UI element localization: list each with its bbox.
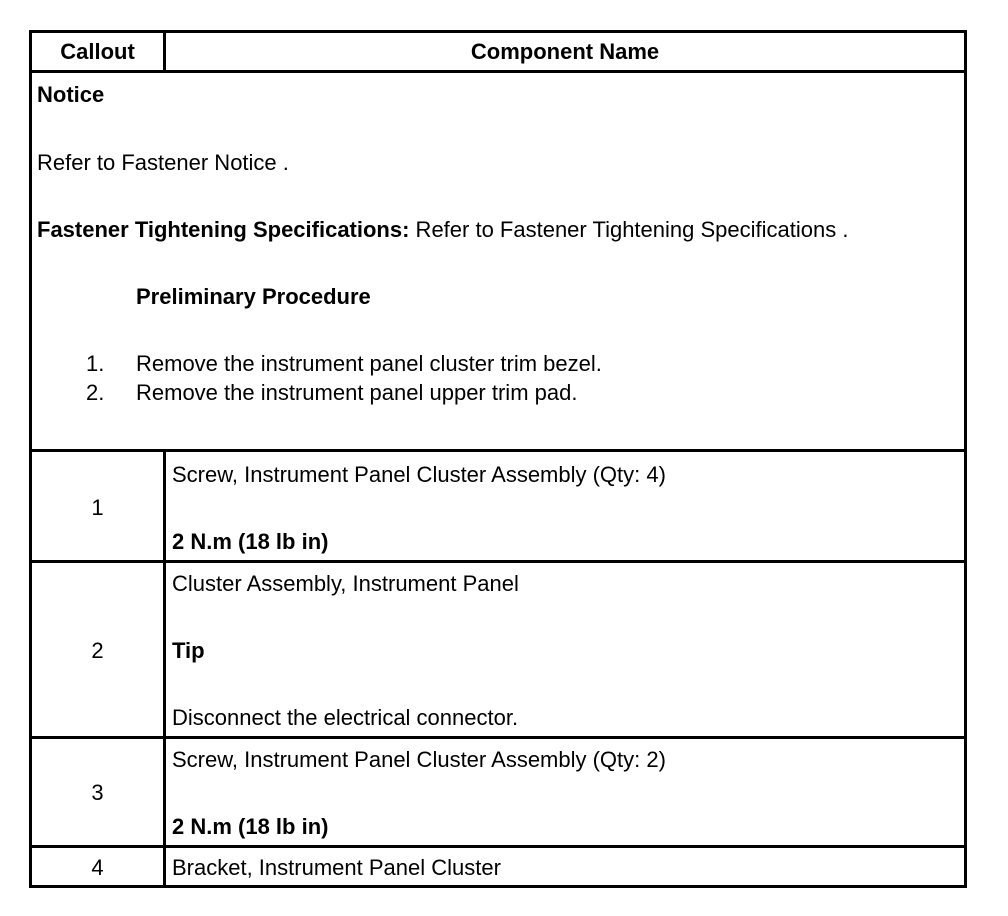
callout-number: 4 [91,855,104,880]
row-divider [32,736,964,739]
callout-number: 1 [91,495,104,520]
components-table [29,30,967,888]
fastener-spec-text: Refer to Fastener Tightening Specifications . [409,217,849,242]
component-name: Screw, Instrument Panel Cluster Assembly (Qty: 4) [172,462,666,487]
step-text: Remove the instrument panel upper trim pad. [136,380,578,405]
notice-heading: Notice [37,82,105,107]
step-number: 2. [86,380,105,405]
header-divider [32,70,964,73]
row-divider [32,560,964,563]
component-name: Bracket, Instrument Panel Cluster [172,855,501,880]
fastener-spec-label: Fastener Tightening Specifications: [37,217,410,242]
fastener-notice-text: Refer to Fastener Notice . [37,150,289,175]
row-divider [32,845,964,848]
callout-number: 2 [91,638,104,663]
component-name: Screw, Instrument Panel Cluster Assembly (Qty: 2) [172,747,666,772]
torque-spec: 2 N.m (18 lb in) [172,529,329,554]
torque-spec: 2 N.m (18 lb in) [172,814,329,839]
component-name: Cluster Assembly, Instrument Panel [172,571,519,596]
fastener-spec-line [37,217,848,243]
callout-number: 3 [91,780,104,805]
step-text: Remove the instrument panel cluster trim bezel. [136,351,602,376]
tip-label: Tip [172,638,205,663]
notice-divider [32,449,964,452]
preliminary-procedure-heading: Preliminary Procedure [136,284,371,309]
column-divider [163,449,166,885]
step-number: 1. [86,351,105,376]
tip-text: Disconnect the electrical connector. [172,705,519,730]
component-name-header: Component Name [470,39,660,64]
callout-header: Callout [60,39,135,64]
